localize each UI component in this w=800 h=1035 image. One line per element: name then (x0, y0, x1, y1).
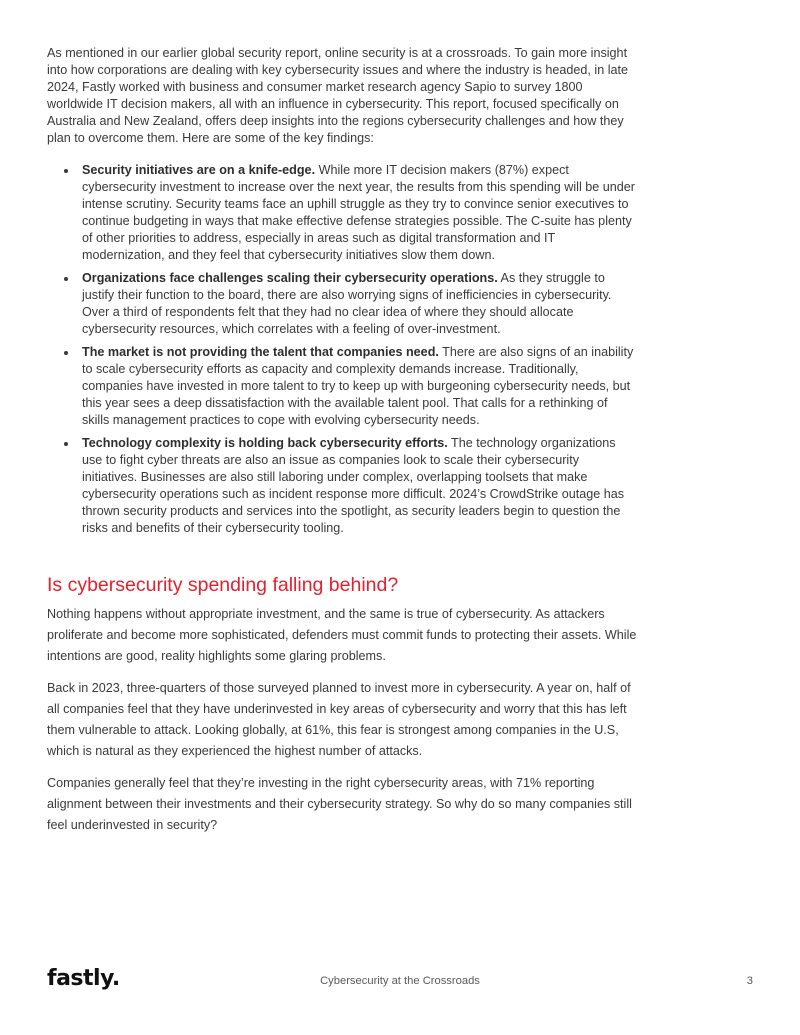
finding-lead: Organizations face challenges scaling their cybersecurity operations. (82, 271, 498, 285)
bullet-icon (64, 351, 68, 355)
page-number: 3 (746, 975, 753, 987)
bullet-icon (64, 169, 68, 173)
body-paragraph: Nothing happens without appropriate investment, and the same is true of cybersecurity. As attackers proliferate and become more sophisticated, defenders must commit funds to protecting their assets. While intentions are good, reality highlights some glaring problems. (47, 607, 637, 663)
page-content (47, 45, 637, 847)
finding-lead: Technology complexity is holding back cybersecurity efforts. (82, 436, 448, 450)
finding-text: The technology organizations use to fight cyber threats are also an issue as companies look to scale their cybersecurity initiatives. Businesses are also still laboring under complex, overlapping toolsets that make cybersecurity operations such as incident response more difficult. 2024’s CrowdStrike outage has thrown security products and services into the spotlight, as security leaders begin to question the risks and benefits of their cybersecurity tooling. (82, 436, 625, 535)
finding-text: As they struggle to justify their function to the board, there are also worrying signs of inefficiencies in cybersecurity. Over a third of respondents felt that they had no clear idea of where they should allocate cybersecurity resources, which correlates with a feeling of over-investment. (82, 271, 612, 336)
section-heading: Is cybersecurity spending falling behind? (47, 574, 399, 596)
finding-lead: Security initiatives are on a knife-edge. (82, 163, 316, 177)
body-paragraph: Companies generally feel that they’re investing in the right cybersecurity areas, with 71% reporting alignment between their investments and their cybersecurity strategy. So why do so many companies still feel underinvested in security? (47, 776, 632, 832)
key-findings-list (47, 162, 637, 537)
finding-text: There are also signs of an inability to scale cybersecurity efforts as capacity and complexity demands increase. Traditionally, companies have invested in more talent to try to keep up with burgeoning cybersecurity needs, but this year sees a deep dissatisfaction with the available talent pool. That calls for a rethinking of skills management practices to cope with evolving cybersecurity needs. (82, 345, 634, 427)
finding-item (47, 344, 637, 429)
finding-lead: The market is not providing the talent that companies need. (82, 345, 439, 359)
bullet-icon (64, 442, 68, 446)
bullet-icon (64, 277, 68, 281)
body-paragraph: Back in 2023, three-quarters of those surveyed planned to invest more in cybersecurity. A year on, half of all companies feel that they have underinvested in key areas of cybersecurity and worry that this has left them vulnerable to attack. Looking globally, at 61%, this fear is strongest among companies in the U.S, which is natural as they experienced the highest number of attacks. (47, 681, 631, 758)
finding-item (47, 270, 637, 338)
fastly-logo: fastly. (47, 966, 120, 991)
finding-item (47, 435, 637, 537)
finding-text: While more IT decision makers (87%) expect cybersecurity investment to increase over the next year, the results from this spending will be under intense scrutiny. Security teams face an uphill struggle as they try to convince senior executives to continue budgeting in ways that make effective defense strategies possible. The C-suite has plenty of other priorities to address, especially in areas such as digital transformation and IT modernization, and they feel that cybersecurity initiatives slow them down. (82, 163, 635, 262)
intro-paragraph: As mentioned in our earlier global security report, online security is at a crossroads. To gain more insight into how corporations are dealing with key cybersecurity issues and where the industry is headed, in late 2024, Fastly worked with business and consumer market research agency Sapio to survey 1800 worldwide IT decision makers, all with an influence in cybersecurity. This report, focused specifically on Australia and New Zealand, offers deep insights into the regions cybersecurity challenges and how they plan to overcome them. Here are some of the key findings: (47, 46, 629, 145)
finding-item (47, 162, 637, 264)
footer-report-title: Cybersecurity at the Crossroads (320, 975, 480, 987)
